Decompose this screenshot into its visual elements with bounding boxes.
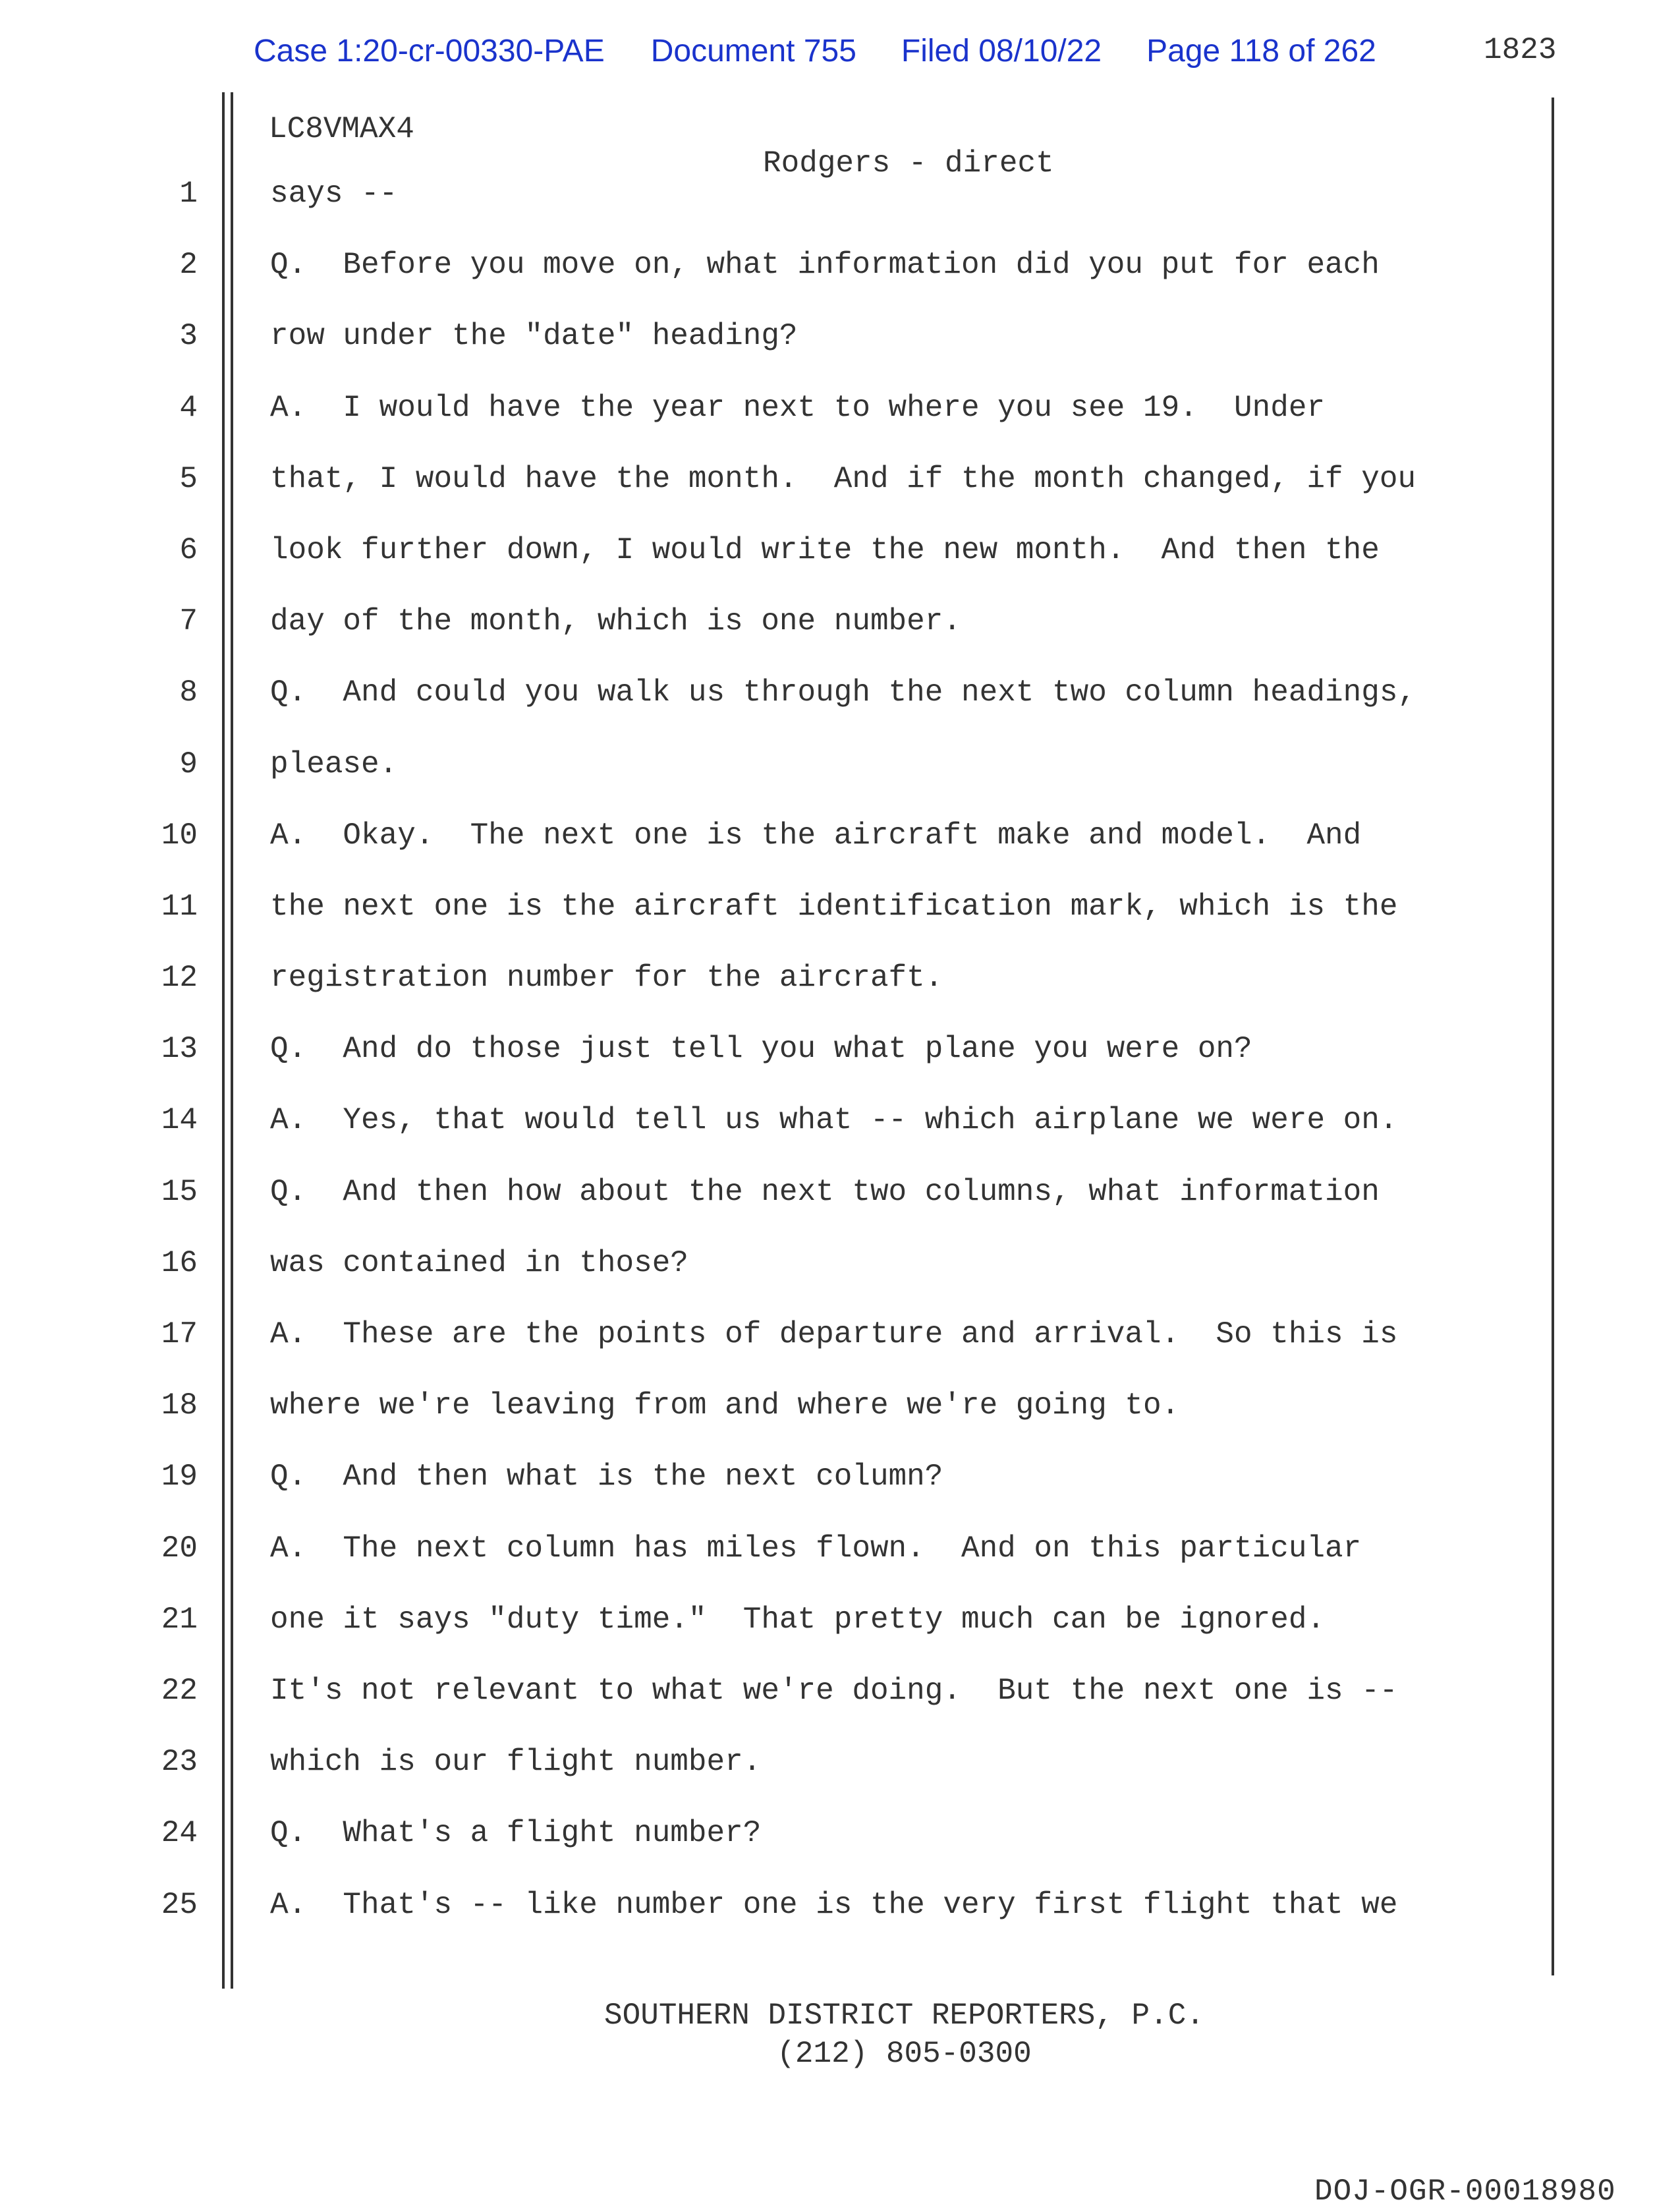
transcript-line: A. That's -- like number one is the very first flight that we <box>270 1887 1398 1922</box>
line-number-column <box>132 173 198 1955</box>
line-number: 24 <box>161 1816 198 1851</box>
line-number: 20 <box>161 1531 198 1566</box>
line-number: 18 <box>161 1388 198 1423</box>
line-number: 16 <box>161 1245 198 1280</box>
transcript-line: that, I would have the month. And if the month changed, if you <box>270 461 1416 496</box>
line-number: 5 <box>179 461 198 496</box>
line-number: 10 <box>161 818 198 853</box>
document-number: Document 755 <box>650 33 856 69</box>
transcript-line: Q. And then what is the next column? <box>270 1460 943 1494</box>
transcript-line: Q. And then how about the next two columns, what information <box>270 1174 1380 1209</box>
transcript-line: A. I would have the year next to where you see 19. Under <box>270 390 1326 425</box>
transcript-line: It's not relevant to what we're doing. But the next one is -- <box>270 1673 1398 1708</box>
line-number: 6 <box>179 532 198 567</box>
transcript-line: the next one is the aircraft identification mark, which is the <box>270 889 1398 924</box>
transcript-line: Q. What's a flight number? <box>270 1816 762 1851</box>
transcript-line: A. Okay. The next one is the aircraft make and model. And <box>270 818 1362 853</box>
line-number: 23 <box>161 1745 198 1780</box>
transcript-line: A. These are the points of departure and arrival. So this is <box>270 1317 1398 1351</box>
line-number: 7 <box>179 604 198 639</box>
line-number: 21 <box>161 1602 198 1637</box>
transcript-line: Q. Before you move on, what information did you put for each <box>270 248 1380 283</box>
line-number: 2 <box>179 248 198 283</box>
transcript-line: says -- <box>270 177 398 211</box>
line-number: 9 <box>179 747 198 781</box>
right-margin-rule <box>1552 98 1554 1975</box>
line-number: 14 <box>161 1103 198 1138</box>
bates-number: DOJ-OGR-00018980 <box>1314 2174 1616 2209</box>
running-header <box>269 78 1521 181</box>
transcript-line: look further down, I would write the new month. And then the <box>270 532 1380 567</box>
transcript-line: A. Yes, that would tell us what -- which airplane we were on. <box>270 1103 1398 1138</box>
reporter-phone: (212) 805-0300 <box>777 2037 1032 2071</box>
filed-date: Filed 08/10/22 <box>901 33 1102 69</box>
line-number: 13 <box>161 1032 198 1067</box>
line-number: 19 <box>161 1460 198 1494</box>
line-number: 1 <box>179 177 198 211</box>
transcript-line: Q. And do those just tell you what plane you were on? <box>270 1032 1252 1067</box>
line-number: 15 <box>161 1174 198 1209</box>
transcript-body <box>270 173 1548 1955</box>
transcript-line: registration number for the aircraft. <box>270 961 943 996</box>
line-number: 8 <box>179 675 198 710</box>
transcript-page-number: 1823 <box>1484 33 1557 67</box>
transcript-line: please. <box>270 747 398 781</box>
line-number: 12 <box>161 961 198 996</box>
transcript-line: day of the month, which is one number. <box>270 604 961 639</box>
transcript-line: Q. And could you walk us through the next two column headings, <box>270 675 1416 710</box>
transcript-line: which is our flight number. <box>270 1745 762 1780</box>
left-margin-rule-inner <box>231 92 233 1989</box>
line-number: 4 <box>179 390 198 425</box>
witness-examination: Rodgers - direct <box>763 146 1054 181</box>
reporter-name: SOUTHERN DISTRICT REPORTERS, P.C. <box>604 1999 1204 2033</box>
transcript-line: A. The next column has miles flown. And on this particular <box>270 1531 1362 1566</box>
court-filing-header <box>254 28 1376 74</box>
transcript-line: row under the "date" heading? <box>270 319 798 354</box>
case-number: Case 1:20-cr-00330-PAE <box>254 33 605 69</box>
line-number: 25 <box>161 1887 198 1922</box>
filing-page-count: Page 118 of 262 <box>1146 33 1376 69</box>
transcript-code: LC8VMAX4 <box>269 112 414 146</box>
line-number: 17 <box>161 1317 198 1351</box>
transcript-line: was contained in those? <box>270 1245 688 1280</box>
transcript-line: one it says "duty time." That pretty much can be ignored. <box>270 1602 1326 1637</box>
left-margin-rule-outer <box>222 92 225 1989</box>
line-number: 11 <box>161 889 198 924</box>
line-number: 3 <box>179 319 198 354</box>
transcript-line: where we're leaving from and where we're going to. <box>270 1388 1180 1423</box>
reporter-footer <box>0 1997 1680 2073</box>
line-number: 22 <box>161 1673 198 1708</box>
